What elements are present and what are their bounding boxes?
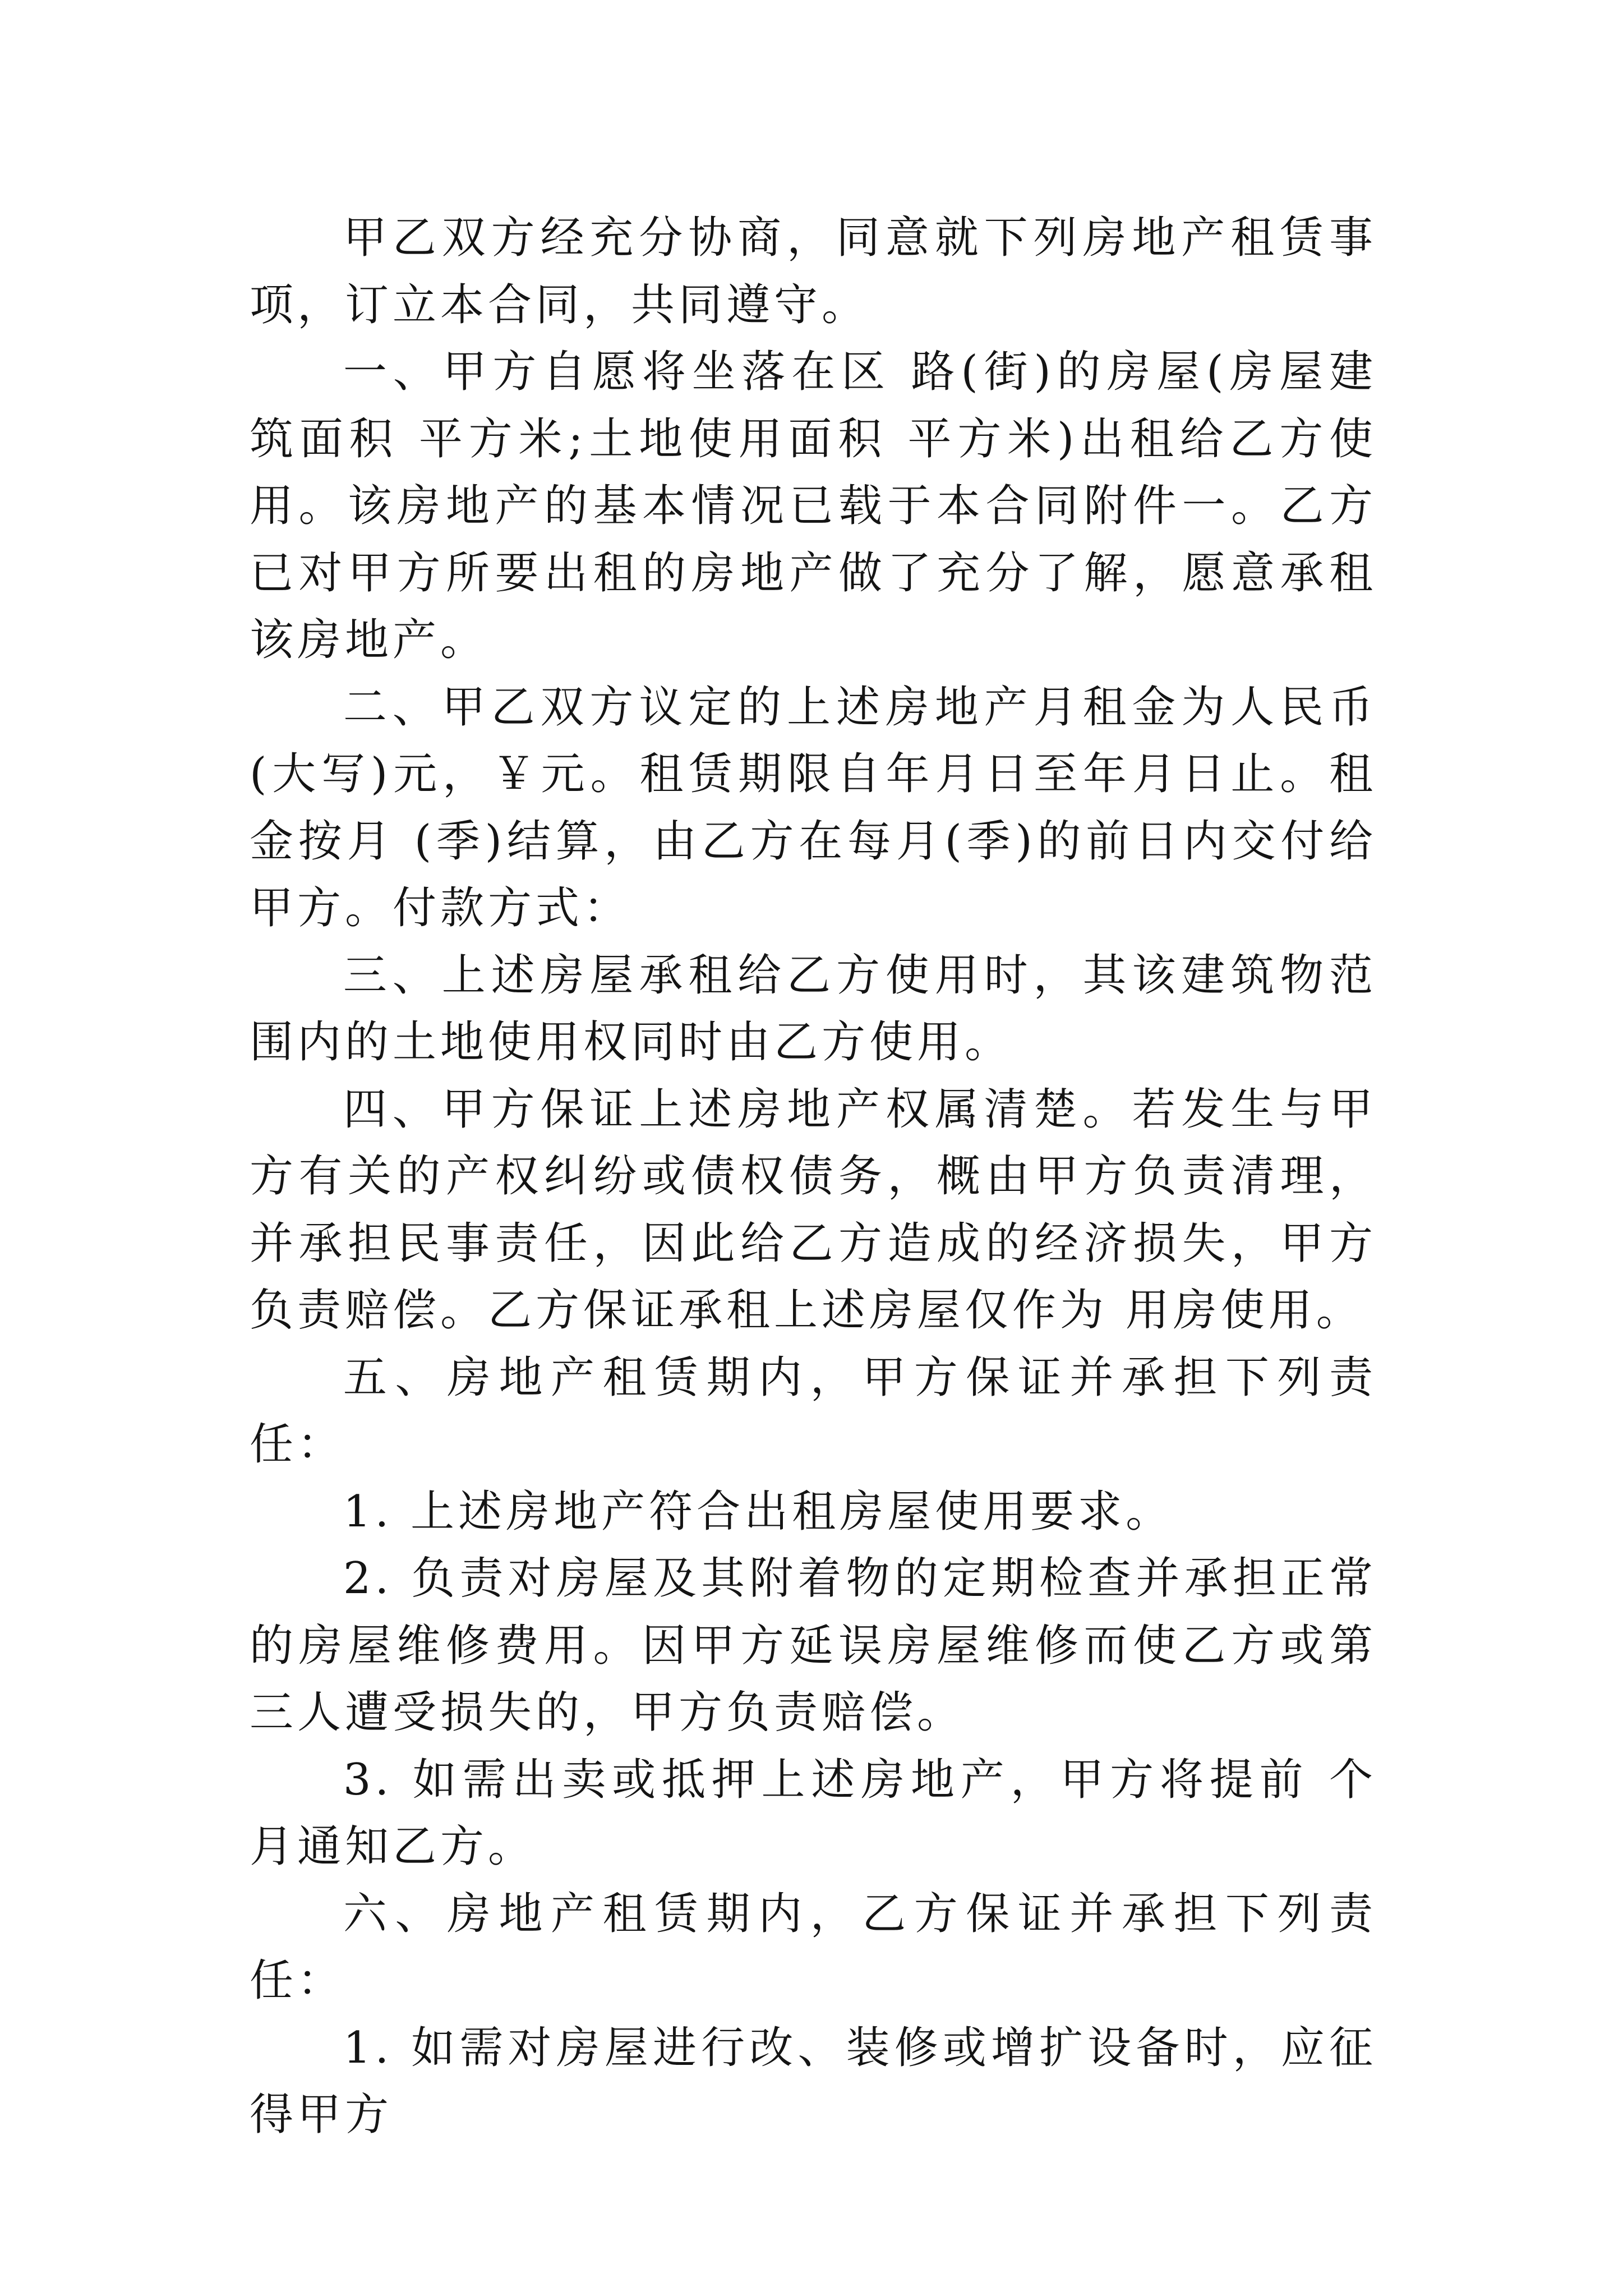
paragraph-clause-2: 二、甲乙双方议定的上述房地产月租金为人民币(大写)元，￥元。租赁期限自年月日至年月日止。租金按月 (季)结算，由乙方在每月(季)的前日内交付给甲方。付款方式：	[250, 682, 1377, 933]
contract-body	[250, 205, 1377, 2149]
clause-5-item-1: 1. 上述房地产符合出租房屋使用要求。	[343, 1486, 1174, 1537]
clause-6-item-1: 1. 如需对房屋进行改、装修或增扩设备时，应征得甲方	[250, 2022, 1377, 2140]
paragraph-clause-3: 三、上述房屋承租给乙方使用时，其该建筑物范围内的土地使用权同时由乙方使用。	[250, 950, 1377, 1068]
paragraph-clause-6: 六、房地产租赁期内，乙方保证并承担下列责任：	[250, 1888, 1377, 2006]
clause-5-item-3: 3. 如需出卖或抵押上述房地产，甲方将提前 个月通知乙方。	[250, 1754, 1377, 1872]
paragraph-clause-4: 四、甲方保证上述房地产权属清楚。若发生与甲方有关的产权纠纷或债权债务，概由甲方负责清理，并承担民事责任，因此给乙方造成的经济损失，甲方负责赔偿。乙方保证承租上述房屋仅作为 用房使用。	[250, 1084, 1377, 1336]
paragraph-clause-1: 一、甲方自愿将坐落在区 路(街)的房屋(房屋建筑面积 平方米;土地使用面积 平方米)出租给乙方使用。该房地产的基本情况已载于本合同附件一。乙方已对甲方所要出租的房地产做了充分了解，愿意承租该房地产。	[250, 347, 1377, 665]
paragraph-clause-5: 五、房地产租赁期内，甲方保证并承担下列责任：	[250, 1352, 1377, 1470]
paragraph-preamble: 甲乙双方经充分协商，同意就下列房地产租赁事项，订立本合同，共同遵守。	[250, 213, 1377, 330]
clause-5-item-2: 2. 负责对房屋及其附着物的定期检查并承担正常的房屋维修费用。因甲方延误房屋维修而使乙方或第三人遭受损失的，甲方负责赔偿。	[250, 1553, 1377, 1738]
